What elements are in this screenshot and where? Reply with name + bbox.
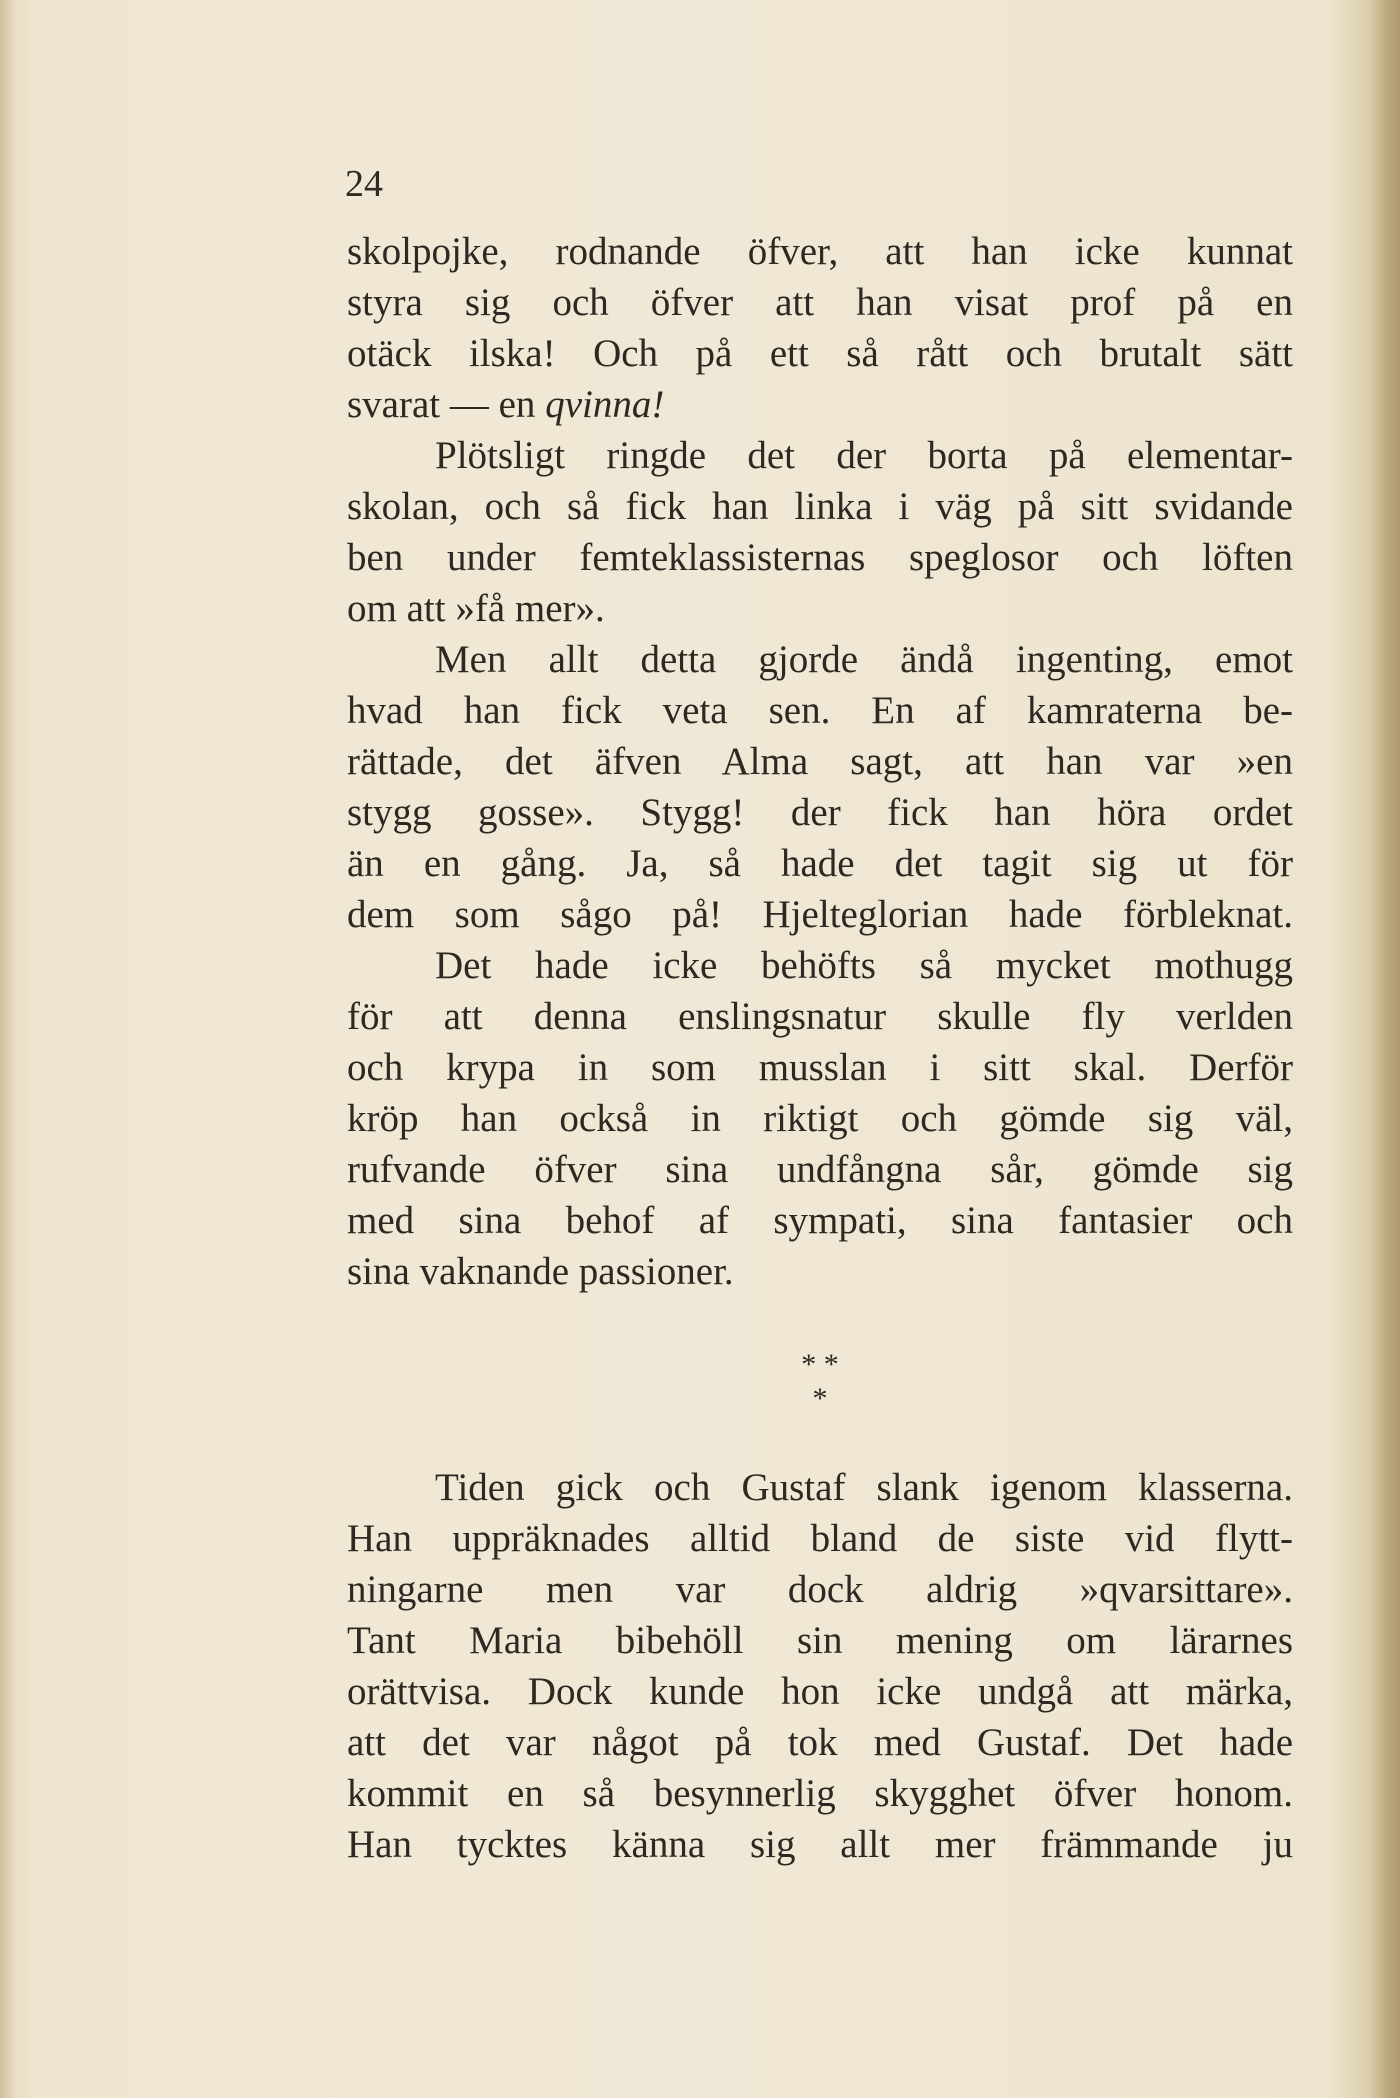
section-gap: [347, 1416, 1293, 1462]
text-line: kröp han också in riktigt och gömde sig väl,: [347, 1097, 1293, 1140]
text-line: hvad han fick veta sen. En af kamraterna be-: [347, 689, 1293, 732]
text-line: Plötsligt ringde det der borta på elementar-: [435, 434, 1293, 477]
text-section-2: [347, 1462, 1293, 1870]
separator-asterisks-top: * *: [801, 1348, 839, 1381]
text-section-1: [347, 226, 1293, 1297]
text-line: att det var något på tok med Gustaf. Det hade: [347, 1721, 1293, 1764]
section-gap: [347, 1297, 1293, 1348]
text-line: stygg gosse». Stygg! der fick han höra ordet: [347, 791, 1293, 834]
text-line: styra sig och öfver att han visat prof på en: [347, 281, 1293, 324]
separator-asterisks-bottom: *: [812, 1382, 828, 1415]
page-gutter-shadow: [0, 0, 14, 2098]
text-line: skolan, och så fick han linka i väg på sitt svidande: [347, 485, 1293, 528]
text-line: Men allt detta gjorde ändå ingenting, emot: [435, 638, 1293, 681]
text-line: med sina behof af sympati, sina fantasier och: [347, 1199, 1293, 1242]
text-line: Tiden gick och Gustaf slank igenom klasserna.: [435, 1466, 1293, 1509]
text-line: svarat — en qvinna!: [347, 383, 665, 426]
page-edge-shadow: [1370, 0, 1400, 2098]
text-line: Han tycktes känna sig allt mer främmande ju: [347, 1823, 1293, 1866]
text-line: sina vaknande passioner.: [347, 1250, 734, 1293]
text-line: och krypa in som musslan i sitt skal. Derför: [347, 1046, 1293, 1089]
text-line: om att »få mer».: [347, 587, 605, 630]
text-line: än en gång. Ja, så hade det tagit sig ut för: [347, 842, 1293, 885]
text-line: orättvisa. Dock kunde hon icke undgå att märka,: [347, 1670, 1293, 1713]
page-number: 24: [345, 163, 383, 205]
text-line: Det hade icke behöfts så mycket mothugg: [435, 944, 1293, 987]
page-text: [347, 226, 1293, 1870]
text-line: ningarne men var dock aldrig »qvarsittare».: [347, 1568, 1293, 1611]
text-line: rättade, det äfven Alma sagt, att han var »en: [347, 740, 1293, 783]
text-line: dem som sågo på! Hjelteglorian hade förbleknat.: [347, 893, 1293, 936]
text-line: Tant Maria bibehöll sin mening om lärarnes: [347, 1619, 1293, 1662]
text-line: Han uppräknades alltid bland de siste vid flytt-: [347, 1517, 1293, 1560]
text-line: för att denna enslingsnatur skulle fly verlden: [347, 995, 1293, 1038]
text-line: kommit en så besynnerlig skygghet öfver honom.: [347, 1772, 1293, 1815]
text-line: skolpojke, rodnande öfver, att han icke kunnat: [347, 230, 1293, 273]
text-line: otäck ilska! Och på ett så rått och brutalt sätt: [347, 332, 1293, 375]
text-line: ben under femteklassisternas speglosor och löften: [347, 536, 1293, 579]
text-line: rufvande öfver sina undfångna sår, gömde sig: [347, 1148, 1293, 1191]
